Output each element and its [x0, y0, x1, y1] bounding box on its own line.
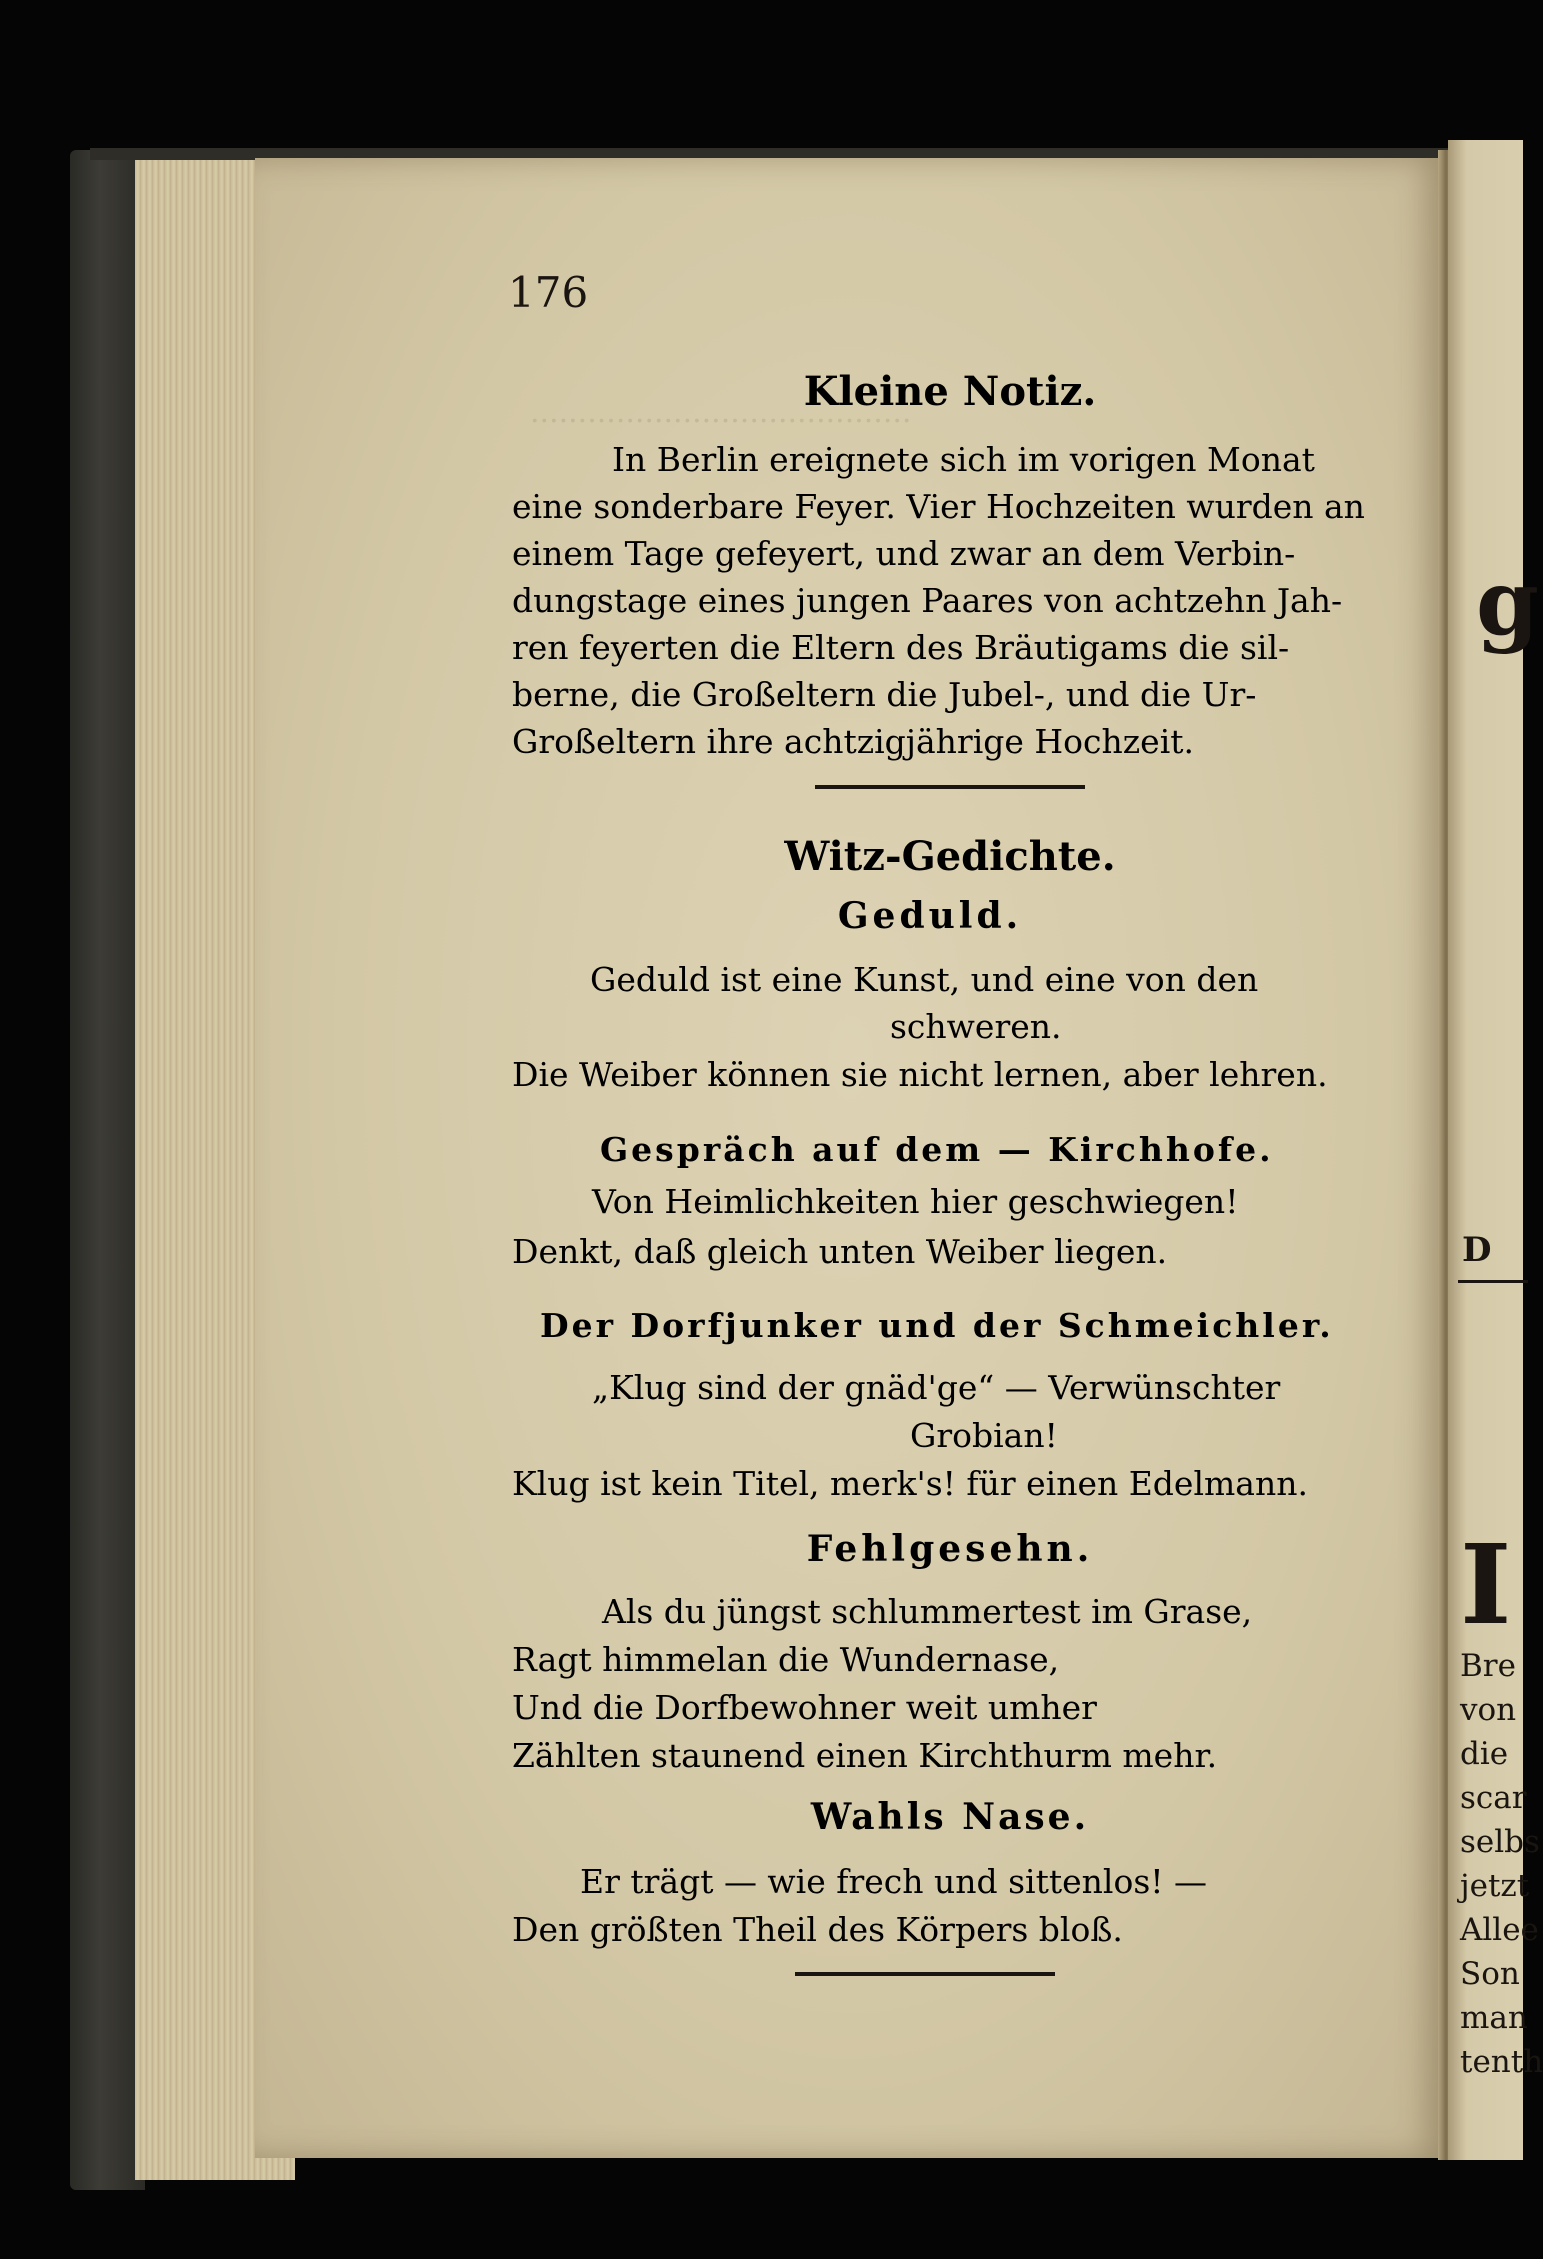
notiz-line: In Berlin ereignete sich im vorigen Monat [612, 440, 1315, 479]
notiz-line: berne, die Großeltern die Jubel-, und die Ur- [512, 675, 1257, 714]
facing-line: scar [1460, 1780, 1527, 1816]
facing-line: tenth [1460, 2044, 1543, 2080]
end-rule [795, 1972, 1055, 1976]
notiz-title: Kleine Notiz. [803, 368, 1097, 415]
dorfjunker-line: Klug ist kein Titel, merk's! für einen Edelmann. [512, 1464, 1308, 1503]
wahl-title: Wahls Nase. [810, 1796, 1090, 1838]
facing-line: man [1460, 2000, 1528, 2036]
witz-title: Witz-Gedichte. [784, 833, 1116, 880]
geduld-line: Die Weiber können sie nicht lernen, aber lehren. [512, 1055, 1328, 1094]
bleed-through-text: ........................................ [530, 395, 912, 430]
facing-line: die [1460, 1736, 1509, 1772]
wahl-line: Den größten Theil des Körpers bloß. [512, 1910, 1123, 1949]
fehlgesehn-line: Zählten staunend einen Kirchthurm mehr. [512, 1736, 1218, 1775]
facing-big-letter: g [1476, 550, 1539, 656]
notiz-line: ren feyerten die Eltern des Bräutigams die sil- [512, 628, 1290, 667]
gespraech-line: Von Heimlichkeiten hier geschwiegen! [592, 1182, 1239, 1221]
facing-line: Son [1460, 1956, 1520, 1992]
facing-page [1448, 140, 1543, 2160]
dorfjunker-line: Grobian! [910, 1416, 1058, 1455]
book-cover-edge [70, 150, 145, 2190]
wahl-line: Er trägt — wie frech und sittenlos! — [580, 1862, 1208, 1901]
fehlgesehn-line: Und die Dorfbewohner weit umher [512, 1688, 1097, 1727]
notiz-line: eine sonderbare Feyer. Vier Hochzeiten wurden an [512, 487, 1365, 526]
notiz-line: dungstage eines jungen Paares von achtzehn Jah- [512, 581, 1343, 620]
dorfjunker-line: „Klug sind der gnäd'ge“ — Verwünschter [592, 1368, 1281, 1407]
gespraech-title: Gespräch auf dem — Kirchhofe. [600, 1130, 1274, 1169]
facing-letter: D [1462, 1230, 1492, 1270]
facing-line: jetzt [1460, 1868, 1530, 1904]
fehlgesehn-line: Ragt himmelan die Wundernase, [512, 1640, 1060, 1679]
facing-line: selbs [1460, 1824, 1540, 1860]
page-number: 176 [508, 268, 589, 317]
gespraech-line: Denkt, daß gleich unten Weiber liegen. [512, 1232, 1168, 1271]
facing-line: Allee [1460, 1912, 1539, 1948]
geduld-title: Geduld. [837, 895, 1023, 937]
geduld-line: schweren. [890, 1007, 1062, 1046]
facing-initial: I [1460, 1520, 1512, 1649]
facing-rule [1458, 1280, 1528, 1283]
facing-line: von [1460, 1692, 1517, 1728]
dorfjunker-title: Der Dorfjunker und der Schmeichler. [540, 1306, 1334, 1345]
fehlgesehn-title: Fehlgesehn. [806, 1528, 1094, 1570]
notiz-line: einem Tage gefeyert, und zwar an dem Verbin- [512, 534, 1296, 573]
notiz-line: Großeltern ihre achtzigjährige Hochzeit. [512, 722, 1195, 761]
section-divider [815, 785, 1085, 789]
facing-line: Bre [1460, 1648, 1516, 1684]
fehlgesehn-line: Als du jüngst schlummertest im Grase, [602, 1592, 1253, 1631]
geduld-line: Geduld ist eine Kunst, und eine von den [590, 960, 1259, 999]
